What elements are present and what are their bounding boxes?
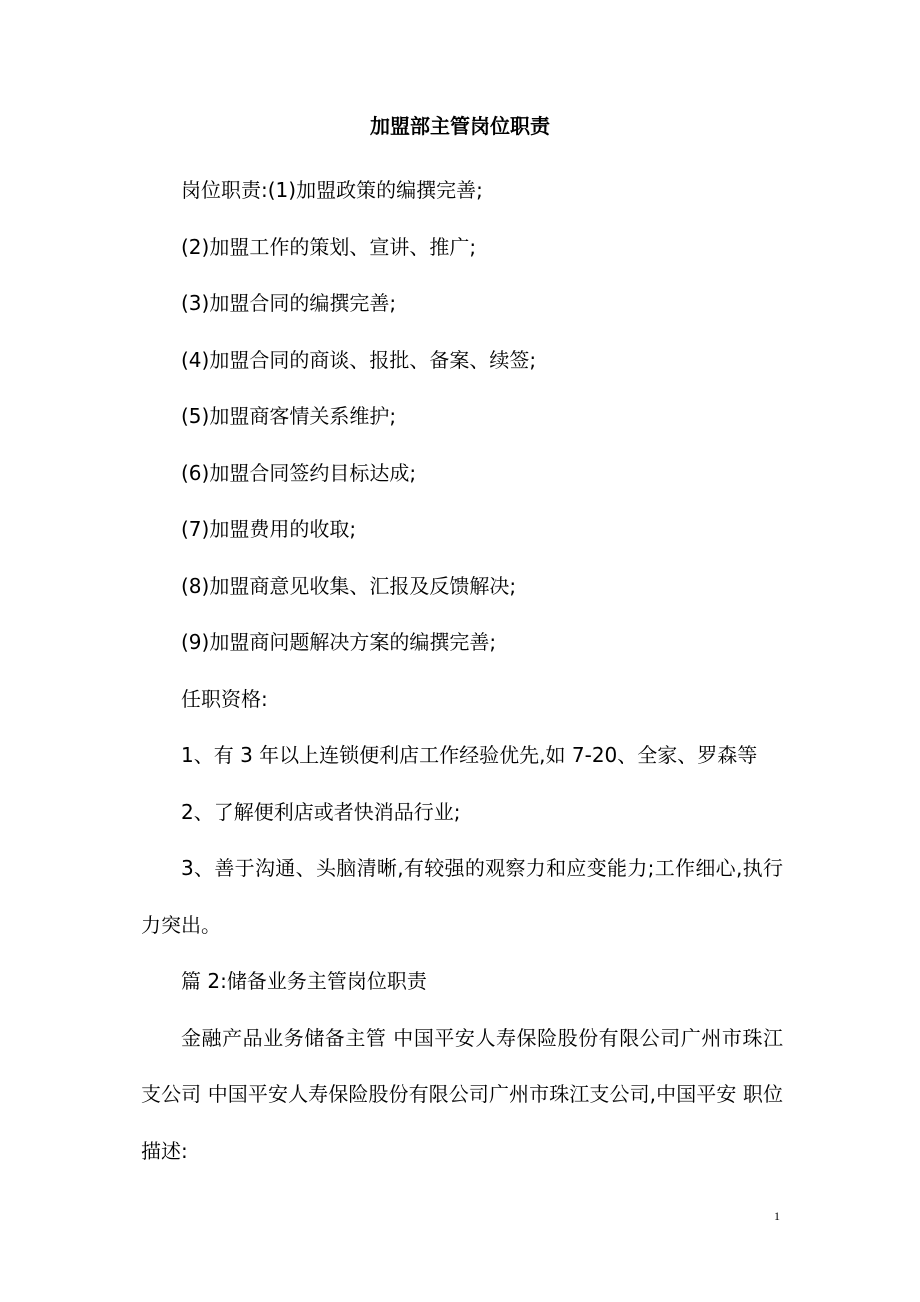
- paragraph-qualifications-heading: 任职资格:: [181, 686, 268, 711]
- paragraph-item-3: (3)加盟合同的编撰完善;: [181, 291, 397, 315]
- document-body: [141, 162, 783, 1179]
- paragraph-item-9: (9)加盟商问题解决方案的编撰完善;: [181, 630, 497, 654]
- paragraph-item-4: (4)加盟合同的商谈、报批、备案、续签;: [181, 347, 537, 372]
- paragraph-job-description: 金融产品业务储备主管 中国平安人寿保险股份有限公司广州市珠江支公司 中国平安人寿保险股份有限公司广州市珠江支公司,中国平安 职位描述:: [141, 1025, 783, 1163]
- document-title: 加盟部主管岗位职责: [370, 114, 550, 138]
- paragraph-item-5: (5)加盟商客情关系维护;: [181, 404, 397, 428]
- paragraph-item-2: (2)加盟工作的策划、宣讲、推广;: [181, 234, 477, 259]
- paragraph-item-7: (7)加盟费用的收取;: [181, 517, 357, 541]
- page-number: 1: [774, 1209, 780, 1223]
- paragraph-section-2-heading: 篇 2:储备业务主管岗位职责: [181, 969, 427, 993]
- paragraph-item-6: (6)加盟合同签约目标达成;: [181, 460, 417, 485]
- paragraph-qualification-3: 3、善于沟通、头脑清晰,有较强的观察力和应变能力;工作细心,执行力突出。: [141, 856, 783, 937]
- paragraph-duties: 岗位职责:(1)加盟政策的编撰完善;: [181, 178, 483, 202]
- paragraph-qualification-1: 1、有 3 年以上连锁便利店工作经验优先,如 7-20、全家、罗森等: [181, 743, 758, 767]
- paragraph-qualification-2: 2、了解便利店或者快消品行业;: [181, 799, 461, 824]
- paragraph-item-8: (8)加盟商意见收集、汇报及反馈解决;: [181, 573, 517, 598]
